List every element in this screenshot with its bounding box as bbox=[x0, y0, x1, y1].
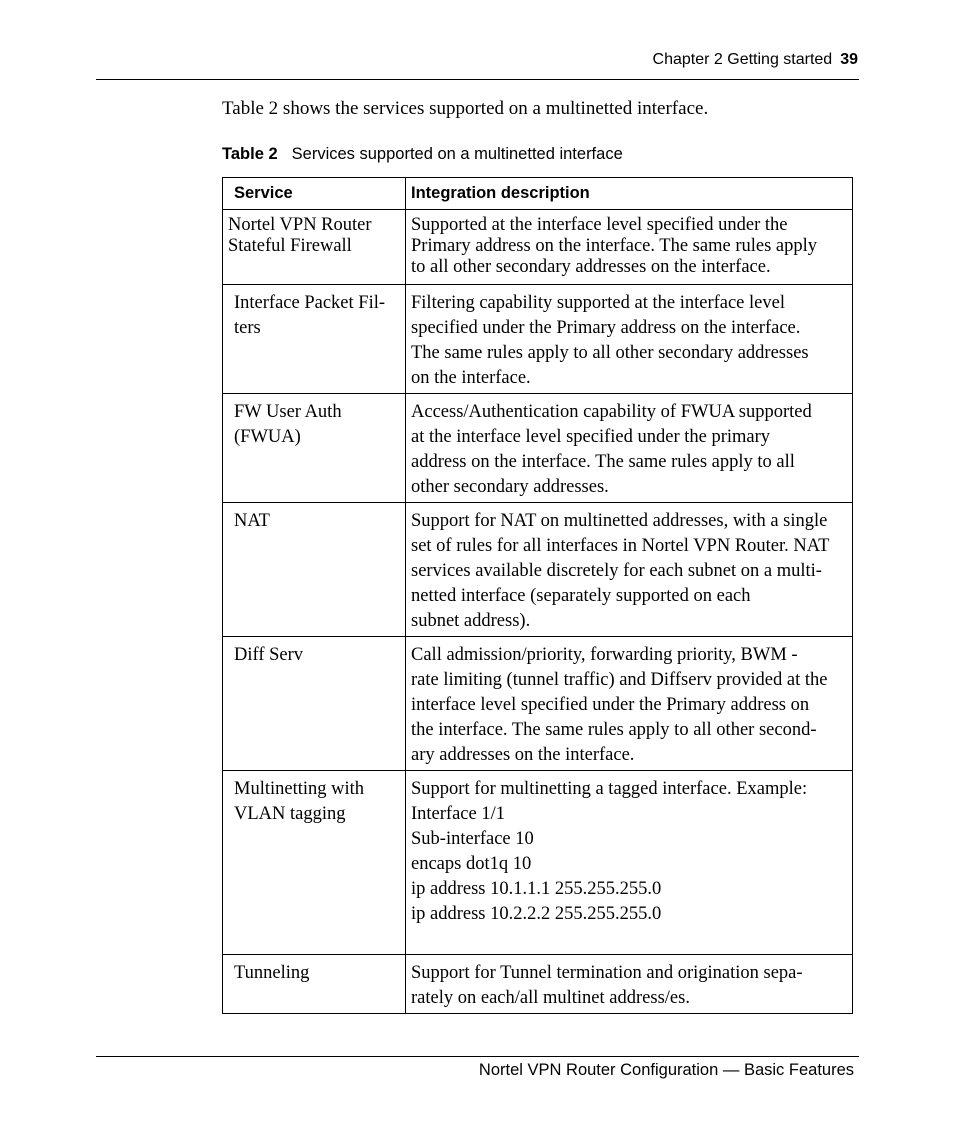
table-row bbox=[223, 955, 853, 1014]
service-cell bbox=[223, 503, 406, 637]
page-number: 39 bbox=[840, 51, 858, 68]
service-line: VLAN tagging bbox=[234, 804, 346, 824]
description-line: netted interface (separately supported on each bbox=[411, 586, 751, 606]
table-row bbox=[223, 285, 853, 394]
description-line: interface level specified under the Primary address on bbox=[411, 695, 810, 715]
description-line: Support for multinetting a tagged interface. Example: bbox=[411, 779, 808, 799]
description-cell bbox=[406, 503, 853, 637]
description-line: Access/Authentication capability of FWUA supported bbox=[411, 402, 812, 422]
service-line: Diff Serv bbox=[234, 645, 304, 665]
description-line: rately on each/all multinet address/es. bbox=[411, 988, 690, 1008]
table-caption-label: Table 2 bbox=[222, 145, 278, 163]
service-line: Nortel VPN Router bbox=[228, 215, 372, 235]
footer-rule bbox=[96, 1056, 859, 1057]
description-line: ip address 10.1.1.1 255.255.255.0 bbox=[411, 879, 662, 899]
intro-paragraph: Table 2 shows the services supported on a multinetted interface. bbox=[222, 98, 709, 119]
description-cell bbox=[406, 285, 853, 394]
table-row bbox=[223, 637, 853, 771]
table-header-row bbox=[223, 178, 853, 210]
description-line: ary addresses on the interface. bbox=[411, 745, 635, 765]
table-caption bbox=[222, 145, 623, 164]
service-cell bbox=[223, 637, 406, 771]
table-row bbox=[223, 210, 853, 285]
description-cell bbox=[406, 210, 853, 285]
description-line: subnet address). bbox=[411, 611, 531, 631]
description-line: Filtering capability supported at the interface level bbox=[411, 293, 785, 313]
table-row bbox=[223, 771, 853, 955]
service-line: Interface Packet Fil- bbox=[234, 293, 386, 313]
service-line: FW User Auth bbox=[234, 402, 342, 422]
chapter-title: Chapter 2 Getting started bbox=[652, 51, 833, 68]
description-line: Support for Tunnel termination and origination sepa- bbox=[411, 963, 803, 983]
service-line: NAT bbox=[234, 511, 270, 531]
description-line: other secondary addresses. bbox=[411, 477, 609, 497]
description-line: at the interface level specified under the primary bbox=[411, 427, 771, 447]
column-header-description: Integration description bbox=[406, 178, 853, 210]
service-cell bbox=[223, 955, 406, 1014]
service-line: ters bbox=[234, 318, 261, 338]
description-line: services available discretely for each subnet on a multi- bbox=[411, 561, 822, 581]
description-cell bbox=[406, 771, 853, 955]
description-line: encaps dot1q 10 bbox=[411, 854, 532, 874]
description-line: address on the interface. The same rules apply to all bbox=[411, 452, 795, 472]
service-cell bbox=[223, 394, 406, 503]
description-cell bbox=[406, 637, 853, 771]
service-line: (FWUA) bbox=[234, 427, 301, 447]
description-line: Call admission/priority, forwarding priority, BWM - bbox=[411, 645, 798, 665]
description-line: on the interface. bbox=[411, 368, 531, 388]
description-line: Interface 1/1 bbox=[411, 804, 505, 824]
description-line: Support for NAT on multinetted addresses, with a single bbox=[411, 511, 828, 531]
service-cell bbox=[223, 210, 406, 285]
running-header bbox=[653, 51, 858, 69]
running-footer: Nortel VPN Router Configuration — Basic Features bbox=[478, 1061, 854, 1079]
table-caption-title: Services supported on a multinetted interface bbox=[291, 145, 623, 163]
description-line: to all other secondary addresses on the interface. bbox=[411, 257, 771, 277]
description-line: set of rules for all interfaces in Nortel VPN Router. NAT bbox=[411, 536, 830, 556]
description-cell bbox=[406, 394, 853, 503]
description-line: the interface. The same rules apply to all other second- bbox=[411, 720, 817, 740]
service-line: Multinetting with bbox=[234, 779, 365, 799]
service-line: Stateful Firewall bbox=[228, 236, 352, 256]
service-cell bbox=[223, 285, 406, 394]
services-table bbox=[222, 177, 853, 1014]
description-line: Sub-interface 10 bbox=[411, 829, 534, 849]
description-cell bbox=[406, 955, 853, 1014]
description-line: Primary address on the interface. The same rules apply bbox=[411, 236, 818, 256]
description-line: The same rules apply to all other secondary addresses bbox=[411, 343, 809, 363]
service-line: Tunneling bbox=[234, 963, 310, 983]
description-line: Supported at the interface level specified under the bbox=[411, 215, 788, 235]
table-row bbox=[223, 394, 853, 503]
service-cell bbox=[223, 771, 406, 955]
column-header-service: Service bbox=[223, 178, 406, 210]
table-row bbox=[223, 503, 853, 637]
description-line: specified under the Primary address on the interface. bbox=[411, 318, 801, 338]
description-line: rate limiting (tunnel traffic) and Diffserv provided at the bbox=[411, 670, 828, 690]
header-rule bbox=[96, 79, 859, 80]
description-line: ip address 10.2.2.2 255.255.255.0 bbox=[411, 904, 662, 924]
